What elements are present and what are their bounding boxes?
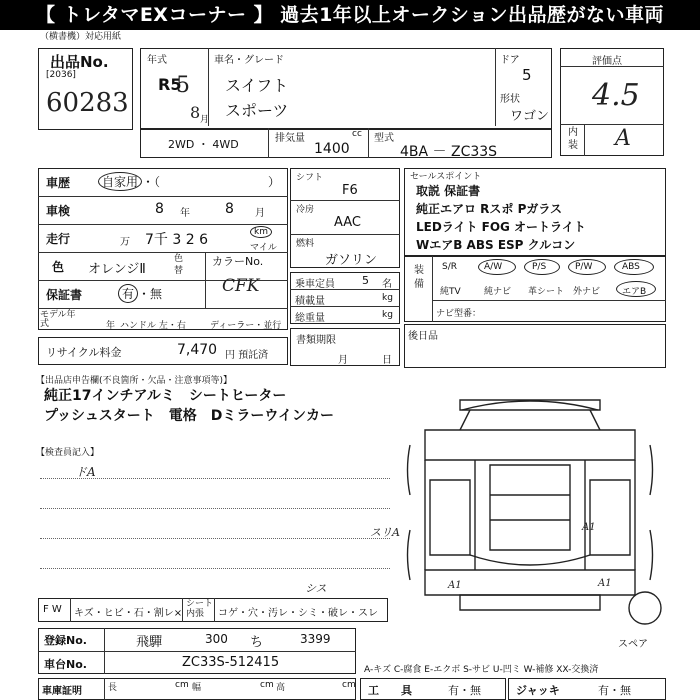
warranty-wrap xyxy=(118,284,162,303)
inspection-year: 8 xyxy=(155,201,164,217)
fuel-label: 燃料 xyxy=(296,239,315,249)
warranty-label: 保証書 xyxy=(46,288,83,302)
car-name-label: 車名・グレード xyxy=(214,55,284,66)
equip-label: 装備 xyxy=(414,265,424,290)
recycle-label: リサイクル料金 xyxy=(46,346,122,359)
inspection-month-unit: 月 xyxy=(255,208,265,219)
drive-label: 2WD ・ 4WD xyxy=(168,138,239,151)
model-year-unit: 年 xyxy=(106,321,116,331)
notes-title: 【出品店申告欄(不良箇所・欠品・注意事項等)】 xyxy=(36,376,233,386)
car-name: スイフト xyxy=(225,76,289,95)
mileage-unit2: マイル xyxy=(250,243,277,253)
jack-value: 有・無 xyxy=(598,684,631,697)
car-body-diagram xyxy=(400,370,680,640)
interior-value: A xyxy=(615,126,631,151)
cert-high: 高 xyxy=(276,683,286,693)
displacement-value: 1400 xyxy=(314,141,350,157)
sales-line-2: 純正エアロ Rスポ Pガラス xyxy=(416,202,563,216)
damage-mark-side: スリA xyxy=(370,526,400,539)
mileage-label: 走行 xyxy=(46,232,71,246)
inspection-label: 車検 xyxy=(46,204,71,218)
equip-leather: 革シート xyxy=(528,287,565,297)
history-value: 自家用 xyxy=(98,172,142,191)
reg-kana: ち xyxy=(250,635,264,650)
after-items-box xyxy=(404,324,666,368)
shift-label: シフト xyxy=(296,173,324,183)
ac-label: 冷房 xyxy=(296,205,315,215)
equip-navi: 純ナビ xyxy=(484,287,512,297)
equip-abs: ABS xyxy=(622,262,640,272)
score-label: 評価点 xyxy=(592,56,622,67)
sales-line-3: LEDライト FOG オートライト xyxy=(416,220,586,234)
color-change: 色替 xyxy=(174,254,184,276)
fw-items: キズ・ヒビ・石・割レ× xyxy=(74,608,183,619)
cert-wide: 幅 xyxy=(192,683,202,693)
damage-mark-rear-left: A1 xyxy=(448,580,462,591)
cert-label: 車庫証明 xyxy=(42,686,82,697)
recycle-value: 7,470 xyxy=(177,342,218,358)
interior-label: 内装 xyxy=(568,127,578,151)
tools-label: 工 具 xyxy=(368,684,412,697)
car-grade: スポーツ xyxy=(225,101,289,120)
equip-aw: A/W xyxy=(484,262,503,272)
equip-ps: P/S xyxy=(532,262,547,272)
seat-hand-note: シス xyxy=(305,582,327,595)
history-label: 車歴 xyxy=(46,176,71,190)
capacity-unit: 名 xyxy=(382,279,392,290)
shape-label: 形状 xyxy=(500,94,520,105)
fw-label: F W xyxy=(43,604,62,615)
damage-mark-right: A1 xyxy=(582,522,596,533)
reg-num: 3399 xyxy=(300,632,331,646)
inspector-title: 【検査員記入】 xyxy=(36,448,100,458)
score-value: 4.5 xyxy=(592,78,640,113)
reg-place: 飛驒 xyxy=(136,635,163,650)
sales-line-1: 取説 保証書 xyxy=(416,184,481,198)
equip-sr: S/R xyxy=(442,262,457,272)
color-code-label: カラーNo. xyxy=(212,255,264,268)
equip-airbag: エアB xyxy=(622,287,647,297)
model-year-label: モデル年式 xyxy=(40,310,76,329)
capacity-value: 5 xyxy=(362,274,369,287)
damage-mark-rear-right: A1 xyxy=(598,578,612,589)
damage-legend: A-キズ C-腐食 E-エクボ S-サビ U-凹ミ W-補修 XX-交換済 xyxy=(364,665,599,675)
equip-tv: 純TV xyxy=(440,287,461,297)
month-value: 8 xyxy=(190,103,201,122)
spare-label: スペア xyxy=(618,639,648,650)
weight-unit: kg xyxy=(382,310,393,320)
history-value-wrap xyxy=(98,172,280,191)
seat-items: コゲ・穴・汚レ・シミ・破レ・スレ xyxy=(218,608,378,619)
handle-label: ハンドル 左・右 xyxy=(120,321,186,331)
color-value: オレンジⅡ xyxy=(88,262,146,277)
warranty-yes: 有 xyxy=(118,284,138,303)
color-label: 色 xyxy=(52,260,65,274)
year-label: 年式 xyxy=(147,55,167,66)
cert-high-unit: cm xyxy=(342,680,356,690)
mileage-value: 7千 3 2 6 xyxy=(145,232,208,248)
year-value: R5 xyxy=(158,75,182,94)
sheet-subnote: （横書機）対応用紙 xyxy=(40,32,122,42)
capacity-label: 乗車定員 xyxy=(295,279,335,290)
lot-label: 出品No. xyxy=(50,53,109,71)
door-value: 5 xyxy=(522,66,532,84)
chassis-value: ZC33S-512415 xyxy=(182,655,280,670)
ac-value: AAC xyxy=(334,215,361,230)
inspection-year-unit: 年 xyxy=(180,208,190,219)
doc-label: 書類期限 xyxy=(296,335,336,346)
after-items-label: 後日品 xyxy=(408,331,438,342)
equip-pw: P/W xyxy=(575,262,593,272)
banner-title: 【 トレタマEXコーナー 】 過去1年以上オークション出品歴がない車両 xyxy=(0,0,700,30)
chassis-label: 車台No. xyxy=(44,658,87,671)
notes-line-1: 純正17インチアルミ シートヒーター xyxy=(44,388,287,404)
seat-label: シート内張 xyxy=(186,599,214,619)
cert-long-unit: cm xyxy=(175,680,189,690)
notes-line-2: プッシュスタート 電格 Dミラーウインカー xyxy=(44,408,334,424)
reg-class: 300 xyxy=(205,632,228,646)
month-unit: 月 xyxy=(200,115,210,125)
warranty-no: ・無 xyxy=(138,287,163,301)
cert-wide-unit: cm xyxy=(260,680,274,690)
doc-month: 月 xyxy=(338,355,348,366)
load-unit: kg xyxy=(382,293,393,303)
sales-line-4: WエアB ABS ESP クルコン xyxy=(416,238,576,252)
mileage-man: 万 xyxy=(120,237,130,248)
shift-value: F6 xyxy=(342,183,358,198)
recycle-unit: 円 預託済 xyxy=(225,350,269,361)
lot-code: [2036] xyxy=(46,70,76,80)
jack-label: ジャッキ xyxy=(516,684,560,697)
load-label: 積載量 xyxy=(295,296,325,307)
cert-long: 長 xyxy=(108,683,118,693)
doc-day: 日 xyxy=(382,355,392,366)
dealer-label: ディーラー・並行 xyxy=(210,321,282,331)
inspector-note: ドA xyxy=(75,465,96,479)
displacement-unit: cc xyxy=(352,129,362,139)
navi-model-label: ナビ型番： xyxy=(436,309,482,319)
year-hand-5: 5 xyxy=(176,73,190,98)
history-paren: ・（ ） xyxy=(142,175,281,189)
tools-value: 有・無 xyxy=(448,684,481,697)
lot-number: 60283 xyxy=(46,88,129,118)
weight-label: 総重量 xyxy=(295,313,325,324)
model-value: 4BA － ZC33S xyxy=(400,144,498,160)
color-code: CFK xyxy=(222,276,260,296)
mileage-unit-wrap xyxy=(250,226,272,238)
fuel-value: ガソリン xyxy=(325,253,378,268)
equip-ext-navi: 外ナビ xyxy=(573,287,601,297)
displacement-label: 排気量 xyxy=(275,133,305,144)
reg-label: 登録No. xyxy=(44,634,87,647)
door-label: ドア xyxy=(500,55,520,66)
inspection-month: 8 xyxy=(225,201,234,217)
mileage-unit: km xyxy=(250,226,272,238)
model-label: 型式 xyxy=(374,133,394,144)
shape-value: ワゴン xyxy=(510,109,550,124)
sales-label: セールスポイント xyxy=(410,172,482,182)
